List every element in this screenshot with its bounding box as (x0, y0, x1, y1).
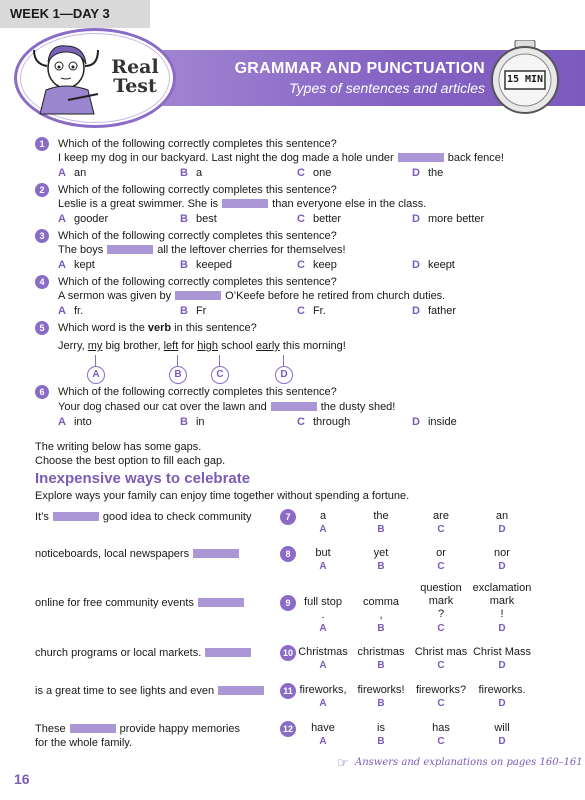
q5-arrow-d (283, 355, 284, 366)
option-text: gooder (73, 213, 109, 225)
option-letter: D (412, 213, 420, 225)
q4-before: A sermon was given by (58, 290, 172, 302)
q1-option-b[interactable] (180, 166, 202, 180)
cloze-blank-8[interactable] (193, 549, 239, 558)
q1-option-a[interactable] (58, 166, 86, 180)
q5-underlined-c[interactable]: high (197, 340, 219, 352)
cloze-line-8 (35, 547, 243, 561)
q5-arrow-a (95, 355, 96, 366)
letter-b: B (377, 561, 385, 572)
cloze-number-8: 8 (280, 546, 296, 562)
option-letter: B (180, 167, 188, 179)
q3-blank[interactable] (107, 245, 153, 254)
cloze-9-option-a[interactable]: full stop . (304, 596, 342, 621)
cloze-line-12 (35, 722, 240, 736)
option-letter: C (297, 259, 305, 271)
letter-d: D (498, 623, 506, 634)
option-letter: B (180, 416, 188, 428)
letter-b: B (377, 736, 385, 747)
q6-option-a[interactable] (58, 415, 92, 429)
cloze-7-option-d[interactable]: an (495, 510, 509, 522)
cloze-number-10: 10 (280, 645, 296, 661)
letter-a: A (319, 736, 327, 747)
letter-d: D (498, 561, 506, 572)
q5-option-d[interactable]: D (275, 366, 293, 384)
q5-arrow-c (219, 355, 220, 366)
q3-after: all the leftover cherries for themselves! (157, 244, 346, 256)
q5-prompt-verb: verb (147, 322, 172, 334)
q1-option-d[interactable] (412, 166, 443, 180)
question-2-prompt: Which of the following correctly completes this sentence? (58, 184, 337, 196)
cloze-7-option-b[interactable]: the (373, 510, 389, 522)
option-text: father (427, 305, 457, 317)
instructions-line-2: Choose the best option to fill each gap. (35, 455, 226, 467)
cloze-11-option-d[interactable]: fireworks. (478, 684, 526, 696)
q2-option-a[interactable] (58, 212, 108, 226)
option-text: in (195, 416, 205, 428)
cloze-line-12b: for the whole family. (35, 737, 133, 749)
letter-c: C (437, 623, 445, 634)
option-letter: C (297, 305, 305, 317)
cloze-blank-11[interactable] (218, 686, 264, 695)
letter-c: C (437, 524, 445, 535)
cloze-blank-12[interactable] (70, 724, 116, 733)
answers-reference: Answers and explanations on pages 160–161 (355, 757, 583, 768)
q1-blank[interactable] (398, 153, 444, 162)
cloze-8-option-a[interactable]: but (315, 547, 331, 559)
option-letter: A (58, 416, 66, 428)
test-word: Test (113, 75, 157, 97)
student-illustration-icon (28, 38, 106, 118)
passage-title: Inexpensive ways to celebrate (35, 470, 251, 487)
cloze-12-option-a[interactable]: have (311, 722, 335, 734)
question-number-4: 4 (35, 275, 49, 289)
cloze-text: These (35, 723, 66, 735)
question-3-prompt: Which of the following correctly completes this sentence? (58, 230, 337, 242)
cloze-7-option-a[interactable]: a (319, 510, 327, 522)
q6-option-c[interactable] (297, 415, 350, 429)
q5-option-c[interactable]: C (211, 366, 229, 384)
q4-option-c[interactable] (297, 304, 326, 318)
cloze-12-option-c[interactable]: has (432, 722, 450, 734)
letter-c: C (437, 698, 445, 709)
cloze-text: online for free community events (35, 597, 194, 609)
letter-d: D (498, 736, 506, 747)
section-subtitle: Types of sentences and articles (289, 80, 485, 96)
section-title: GRAMMAR AND PUNCTUATION (234, 60, 485, 77)
question-number-3: 3 (35, 229, 49, 243)
cloze-12-option-b[interactable]: is (377, 722, 385, 734)
option-letter: B (180, 259, 188, 271)
q1-after: back fence! (447, 152, 504, 164)
cloze-11-option-b[interactable]: fireworks! (357, 684, 405, 696)
q3-option-d[interactable] (412, 258, 455, 272)
option-letter: C (297, 213, 305, 225)
cloze-text: good idea to check community (102, 511, 252, 523)
q5-word: this morning! (279, 340, 346, 352)
letter-b: B (377, 698, 385, 709)
q2-option-b[interactable] (180, 212, 217, 226)
question-number-2: 2 (35, 183, 49, 197)
option-text: the (427, 167, 444, 179)
option-letter: D (412, 416, 420, 428)
q5-underlined-a[interactable]: my (87, 340, 103, 352)
timer-text: 15 MIN (506, 74, 544, 85)
option-letter: A (58, 213, 66, 225)
q4-blank[interactable] (175, 291, 221, 300)
option-letter: D (412, 167, 420, 179)
q5-underlined-d[interactable]: early (255, 340, 280, 352)
q3-option-a[interactable] (58, 258, 95, 272)
cloze-8-option-c[interactable]: or (436, 547, 446, 559)
cloze-9-option-c[interactable]: question mark ? (420, 582, 462, 620)
question-number-5: 5 (35, 321, 49, 335)
letter-c: C (437, 561, 445, 572)
question-1-prompt: Which of the following correctly completes this sentence? (58, 138, 337, 150)
option-text: best (195, 213, 217, 225)
cloze-11-option-c[interactable]: fireworks? (415, 684, 467, 696)
question-1-sentence (58, 151, 504, 165)
page-number: 16 (14, 771, 30, 787)
letter-b: B (377, 524, 385, 535)
week-day-label: WEEK 1—DAY 3 (0, 0, 150, 28)
q3-option-c[interactable] (297, 258, 337, 272)
q6-after: the dusty shed! (320, 401, 396, 413)
cloze-blank-10[interactable] (205, 648, 251, 657)
cloze-text: It’s (35, 511, 49, 523)
question-6-prompt: Which of the following correctly completes this sentence? (58, 386, 337, 398)
letter-b: B (377, 623, 385, 634)
option-letter: C (297, 167, 305, 179)
option-text: kept (73, 259, 95, 271)
q4-option-b[interactable] (180, 304, 206, 318)
option-letter: A (58, 259, 66, 271)
q6-before: Your dog chased our cat over the lawn and (58, 401, 267, 413)
q3-before: The boys (58, 244, 104, 256)
q5-prompt-c: in this sentence? (171, 322, 257, 334)
question-number-1: 1 (35, 137, 49, 151)
option-letter: D (412, 259, 420, 271)
q5-underlined-b[interactable]: left (163, 340, 179, 352)
q5-prompt-a: Which word is the (58, 322, 148, 334)
option-text: through (312, 416, 351, 428)
real-test-label (100, 58, 170, 96)
letter-a: A (319, 698, 327, 709)
q4-option-d[interactable] (412, 304, 456, 318)
cloze-text: church programs or local markets. (35, 647, 202, 659)
option-text: one (312, 167, 332, 179)
letter-a: A (319, 660, 327, 671)
cloze-line-7 (35, 510, 251, 524)
cloze-text: is a great time to see lights and even (35, 685, 215, 697)
letter-d: D (498, 524, 506, 535)
q2-option-d[interactable] (412, 212, 484, 226)
q5-word: big brother, (102, 340, 164, 352)
pointing-hand-icon: ☞ (337, 755, 349, 770)
cloze-number-12: 12 (280, 721, 296, 737)
question-4-prompt: Which of the following correctly completes this sentence? (58, 276, 337, 288)
question-4-sentence (58, 289, 445, 303)
q3-option-b[interactable] (180, 258, 232, 272)
option-letter: B (180, 213, 188, 225)
option-letter: D (412, 305, 420, 317)
cloze-blank-9[interactable] (198, 598, 244, 607)
cloze-10-option-d[interactable]: Christ Mass (472, 646, 532, 658)
letter-d: D (498, 698, 506, 709)
cloze-12-option-d[interactable]: will (494, 722, 510, 734)
cloze-line-10 (35, 646, 255, 660)
cloze-number-9: 9 (280, 595, 296, 611)
q6-blank[interactable] (271, 402, 317, 411)
cloze-8-option-d[interactable]: nor (494, 547, 510, 559)
question-2-sentence (58, 197, 426, 211)
q2-option-c[interactable] (297, 212, 341, 226)
cloze-number-7: 7 (280, 509, 296, 525)
passage-intro: Explore ways your family can enjoy time together without spending a fortune. (35, 490, 410, 502)
option-text: keeped (195, 259, 233, 271)
q5-arrow-b (177, 355, 178, 366)
option-text: into (73, 416, 92, 428)
q5-word: for (178, 340, 198, 352)
instructions-line-1: The writing below has some gaps. (35, 441, 202, 453)
letter-c: C (437, 736, 445, 747)
question-5-sentence (58, 339, 346, 353)
q2-after: than everyone else in the class. (272, 198, 427, 210)
q6-option-d[interactable] (412, 415, 457, 429)
letter-a: A (319, 524, 327, 535)
option-letter: C (297, 416, 305, 428)
cloze-10-option-c[interactable]: Christ mas (414, 646, 468, 658)
cloze-text: provide happy memories (119, 723, 241, 735)
cloze-line-11 (35, 684, 268, 698)
option-text: fr. (73, 305, 84, 317)
cloze-10-option-a[interactable]: Christmas (298, 646, 348, 658)
cloze-10-option-b[interactable]: christmas (357, 646, 405, 658)
option-text: a (195, 167, 203, 179)
question-5-prompt (58, 321, 257, 335)
cloze-11-option-a[interactable]: fireworks, (299, 684, 347, 696)
option-text: inside (427, 416, 457, 428)
q5-option-a[interactable]: A (87, 366, 105, 384)
letter-d: D (498, 660, 506, 671)
option-text: keept (427, 259, 455, 271)
question-6-sentence (58, 400, 395, 414)
option-text: more better (427, 213, 485, 225)
q4-after: O’Keefe before he retired from church duties. (225, 290, 446, 302)
q5-word: school (218, 340, 256, 352)
question-number-6: 6 (35, 385, 49, 399)
q2-before: Leslie is a great swimmer. She is (58, 198, 219, 210)
real-word: Real (111, 56, 159, 78)
letter-a: A (319, 561, 327, 572)
option-text: Fr. (312, 305, 326, 317)
letter-a: A (319, 623, 327, 634)
cloze-line-9 (35, 596, 248, 610)
option-text: better (312, 213, 342, 225)
option-text: Fr (195, 305, 207, 317)
option-letter: A (58, 305, 66, 317)
option-letter: A (58, 167, 66, 179)
q6-option-b[interactable] (180, 415, 205, 429)
option-letter: B (180, 305, 188, 317)
cloze-9-option-b[interactable]: comma , (362, 596, 400, 621)
q1-before: I keep my dog in our backyard. Last night the dog made a hole under (58, 152, 394, 164)
letter-b: B (377, 660, 385, 671)
question-3-sentence (58, 243, 346, 257)
cloze-text: noticeboards, local newspapers (35, 548, 190, 560)
cloze-7-option-c[interactable]: are (433, 510, 449, 522)
q5-word: Jerry, (58, 340, 88, 352)
cloze-9-option-d[interactable]: exclamation mark ! (472, 582, 532, 620)
option-text: keep (312, 259, 337, 271)
q4-option-a[interactable] (58, 304, 83, 318)
letter-c: C (437, 660, 445, 671)
option-text: an (73, 167, 87, 179)
cloze-number-11: 11 (280, 683, 296, 699)
cloze-blank-7[interactable] (53, 512, 99, 521)
q1-option-c[interactable] (297, 166, 331, 180)
q2-blank[interactable] (222, 199, 268, 208)
q5-option-b[interactable]: B (169, 366, 187, 384)
cloze-8-option-b[interactable]: yet (373, 547, 389, 559)
